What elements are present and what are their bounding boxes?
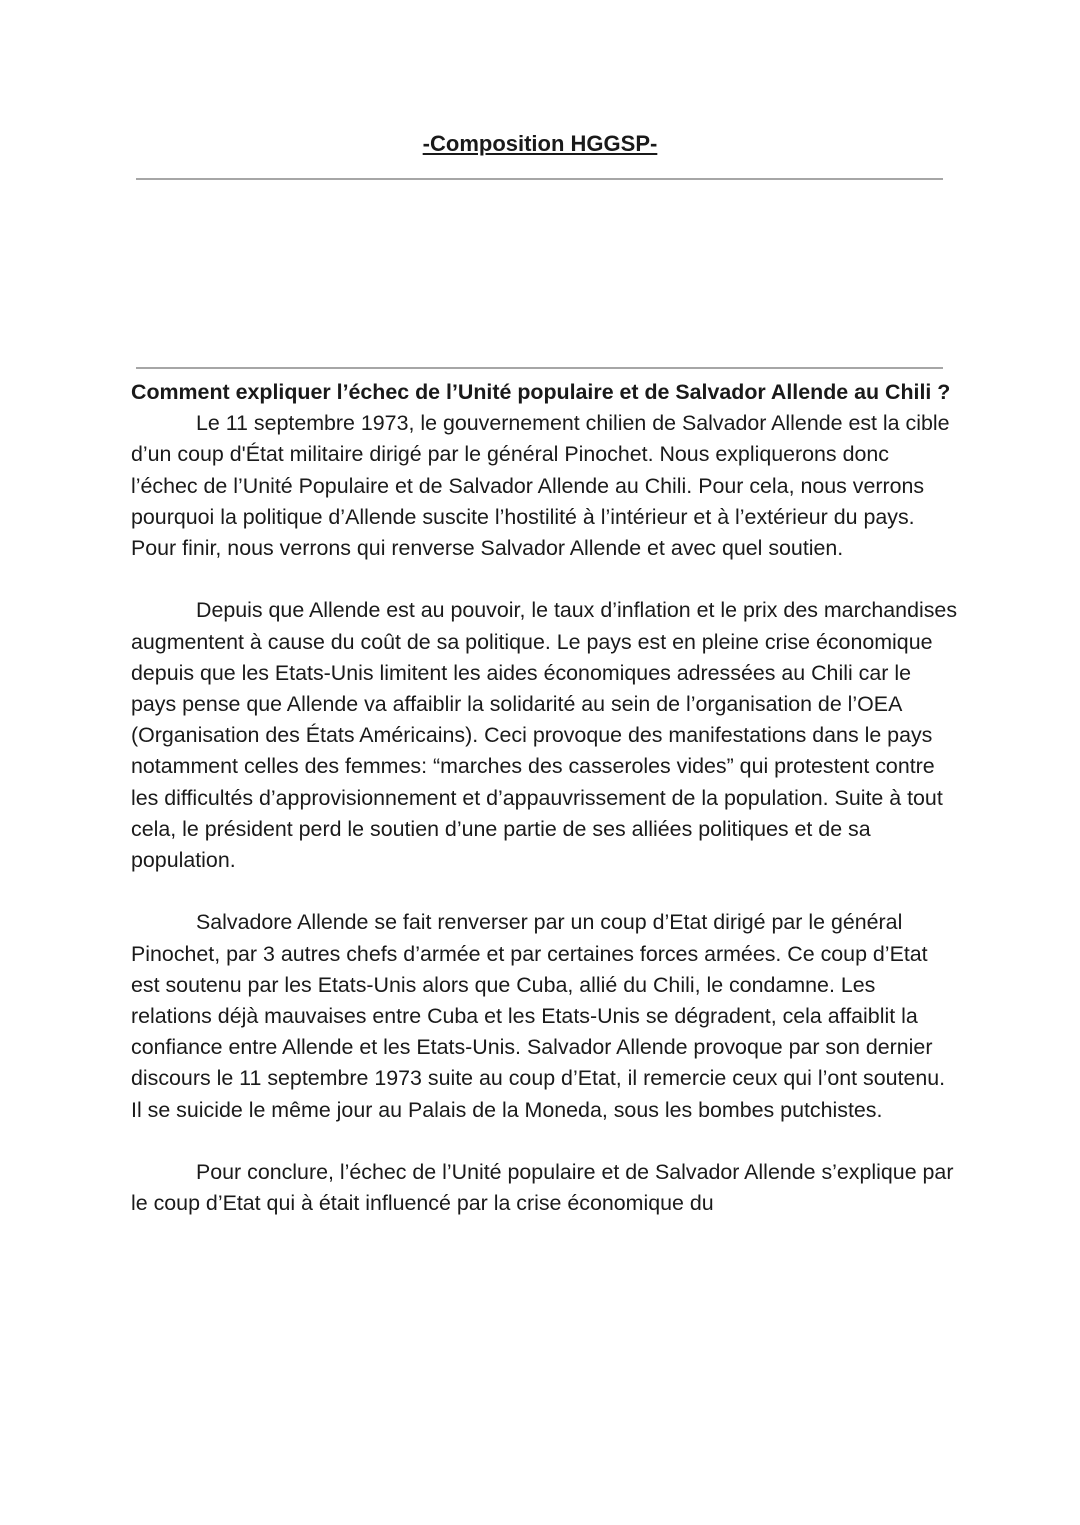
paragraph-spacer	[131, 1126, 961, 1157]
paragraph-spacer	[131, 564, 961, 595]
paragraph-conclusion: Pour conclure, l’échec de l’Unité populaire et de Salvador Allende s’explique par le coup d’Etat qui à était influencé par la crise économique du	[131, 1160, 954, 1216]
document-body	[131, 377, 961, 1219]
paragraph-part-one: Depuis que Allende est au pouvoir, le taux d’inflation et le prix des marchandises augmentent à cause du coût de sa politique. Le pays est en pleine crise économique depuis que les Etats-Unis limitent les aides économiques adressées au Chili car le pays pense que Allende va affaiblir la solidarité au sein de l’organisation de l’OEA (Organisation des États Américains). Ceci provoque des manifestations dans le pays notamment celles des femmes: “marches des casseroles vides” qui protestent contre les difficultés d’approvisionnement et d’appauvrissement de la population. Suite à tout cela, le président perd le soutien d’une partie de ses alliées politiques et de sa population.	[131, 598, 958, 873]
document-title: -Composition HGGSP-	[422, 131, 658, 156]
paragraph-spacer	[131, 876, 961, 907]
paragraph-part-two: Salvadore Allende se fait renverser par un coup d’Etat dirigé par le général Pinochet, par 3 autres chefs d’armée et par certaines forces armées. Ce coup d’Etat est soutenu par les Etats-Unis alors que Cuba, allié du Chili, le condamne. Les relations déjà mauvaises entre Cuba et les Etats-Unis se dégradent, cela affaiblit la confiance entre Allende et les Etats-Unis. Salvador Allende provoque par son dernier discours le 11 septembre 1973 suite au coup d’Etat, il remercie ceux qui l’ont soutenu. Il se suicide le même jour au Palais de la Moneda, sous les bombes putchistes.	[131, 910, 946, 1122]
top-divider	[136, 178, 943, 180]
composition-question: Comment expliquer l’échec de l’Unité populaire et de Salvador Allende au Chili ?	[131, 380, 951, 404]
paragraph-introduction: Le 11 septembre 1973, le gouvernement chilien de Salvador Allende est la cible d’un coup d'État militaire dirigé par le général Pinochet. Nous expliquerons donc l’échec de l’Unité Populaire et de Salvador Allende au Chili. Pour cela, nous verrons pourquoi la politique d’Allende suscite l’hostilité à l’intérieur et à l’extérieur du pays. Pour finir, nous verrons qui renverse Salvador Allende et avec quel soutien.	[131, 411, 950, 561]
bottom-divider	[136, 367, 943, 369]
